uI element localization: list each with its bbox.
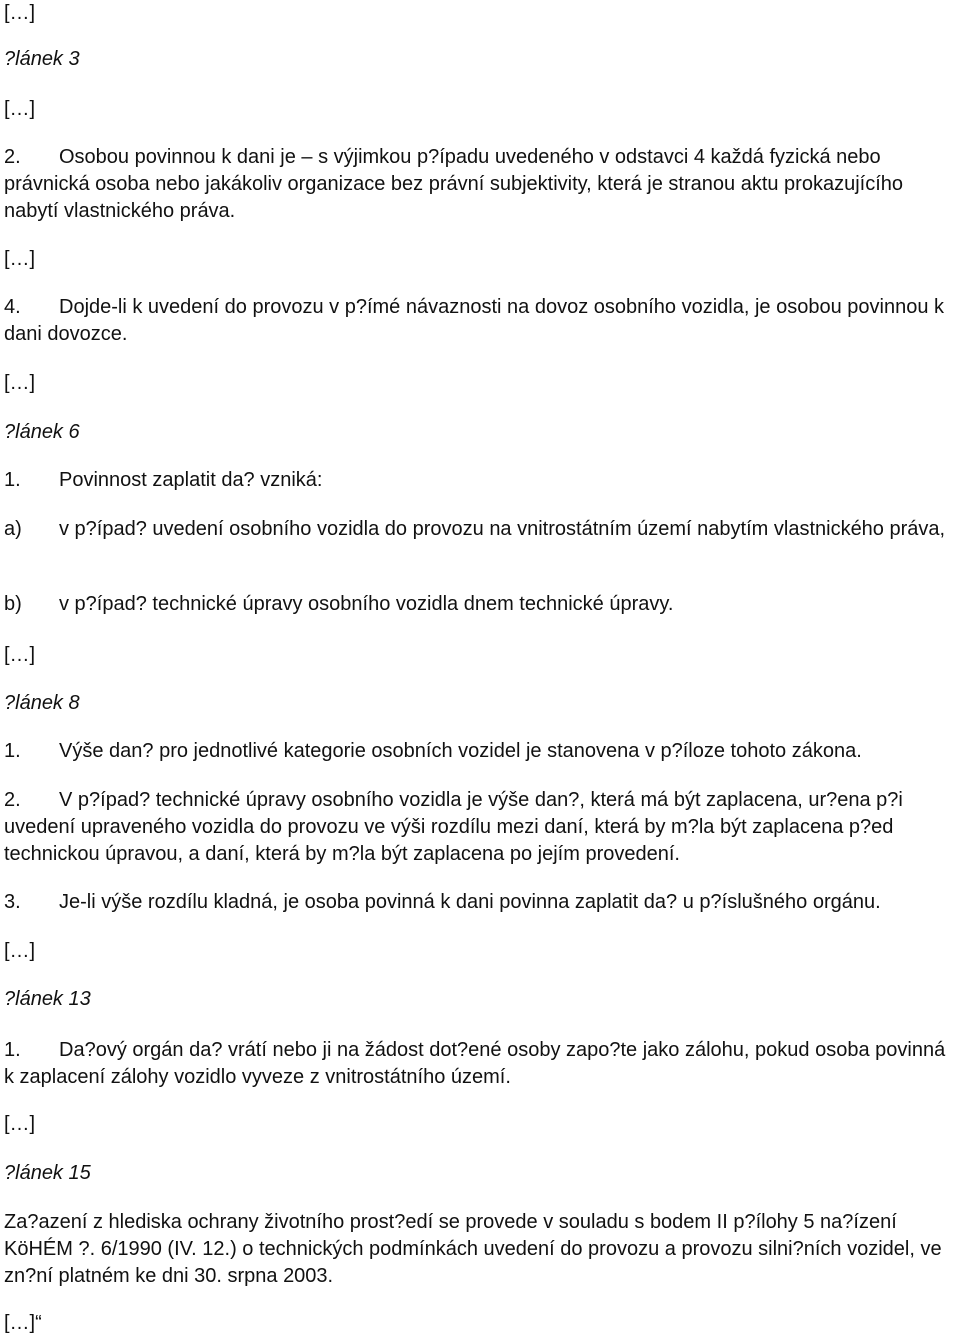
- paragraph-number: 2.: [4, 146, 21, 168]
- article-13-paragraph-1: [4, 1037, 958, 1091]
- omission-marker-closing-quote: […]“: [4, 1312, 42, 1334]
- article-3-paragraph-4: [4, 294, 958, 348]
- paragraph-text: Dojde-li k uvedení do provozu v p?ímé návaznosti na dovoz osobního vozidla, je osobou povinnou k dani dovozce.: [4, 296, 945, 345]
- item-letter: a): [4, 518, 22, 540]
- article-15-text: Za?azení z hlediska ochrany životního prost?edí se provede v souladu s bodem II p?ílohy 5 na?ízení KöHÉM ?. 6/1990 (IV. 12.) o technických podmínkách uvedení do provozu a provozu silni?ních vozidel, ve zn?ní platném ke dni 30. srpna 2003.: [4, 1211, 942, 1287]
- article-8-paragraph-1: [4, 738, 958, 765]
- article-13-heading: ?lánek 13: [4, 988, 91, 1010]
- paragraph-number: 2.: [4, 789, 21, 811]
- paragraph-text: Osobou povinnou k dani je – s výjimkou p?ípadu uvedeného v odstavci 4 každá fyzická nebo právnická osoba nebo jakákoliv organizace bez právní subjektivity, která je stranou aktu prokazujícího nabytí vlastnického práva.: [4, 146, 904, 222]
- paragraph-text: Je-li výše rozdílu kladná, je osoba povinná k dani povinna zaplatit da? u p?íslušného orgánu.: [59, 891, 881, 913]
- article-8-paragraph-3: [4, 889, 958, 916]
- paragraph-number: 1.: [4, 740, 21, 762]
- paragraph-text: Výše dan? pro jednotlivé kategorie osobních vozidel je stanovena v p?íloze tohoto zákona.: [59, 740, 862, 762]
- paragraph-number: 1.: [4, 469, 21, 491]
- omission-marker: […]: [4, 372, 36, 394]
- paragraph-number: 3.: [4, 891, 21, 913]
- article-8-paragraph-2: [4, 787, 958, 868]
- paragraph-text: V p?ípad? technické úpravy osobního vozidla je výše dan?, která má být zaplacena, ur?ena p?i uvedení upraveného vozidla do provozu ve výši rozdílu mezi daní, která by m?la být zaplacena p?ed technickou úpravou, a daní, která by m?la být zaplacena po jejím provedení.: [4, 789, 903, 865]
- omission-marker: […]: [4, 644, 36, 666]
- article-3-heading: ?lánek 3: [4, 48, 80, 70]
- omission-marker: […]: [4, 98, 36, 120]
- omission-marker: […]: [4, 1113, 36, 1135]
- article-6-heading: ?lánek 6: [4, 421, 80, 443]
- paragraph-number: 4.: [4, 296, 21, 318]
- omission-marker: […]: [4, 940, 36, 962]
- omission-marker: […]: [4, 2, 36, 24]
- item-text: v p?ípad? uvedení osobního vozidla do provozu na vnitrostátním území nabytím vlastnického práva,: [59, 518, 946, 540]
- article-8-heading: ?lánek 8: [4, 692, 80, 714]
- item-letter: b): [4, 593, 22, 615]
- article-15-heading: ?lánek 15: [4, 1162, 91, 1184]
- paragraph-text: Da?ový orgán da? vrátí nebo ji na žádost dot?ené osoby zapo?te jako zálohu, pokud osoba povinná k zaplacení zálohy vozidlo vyveze z vnitrostátního území.: [4, 1039, 946, 1088]
- article-6-item-b: [4, 591, 958, 618]
- paragraph-number: 1.: [4, 1039, 21, 1061]
- item-text: v p?ípad? technické úpravy osobního vozidla dnem technické úpravy.: [59, 593, 674, 615]
- article-3-paragraph-2: [4, 144, 958, 225]
- omission-marker: […]: [4, 248, 36, 270]
- paragraph-text: Povinnost zaplatit da? vzniká:: [59, 469, 323, 491]
- article-6-paragraph-1: [4, 467, 958, 494]
- article-6-item-a: [4, 516, 958, 543]
